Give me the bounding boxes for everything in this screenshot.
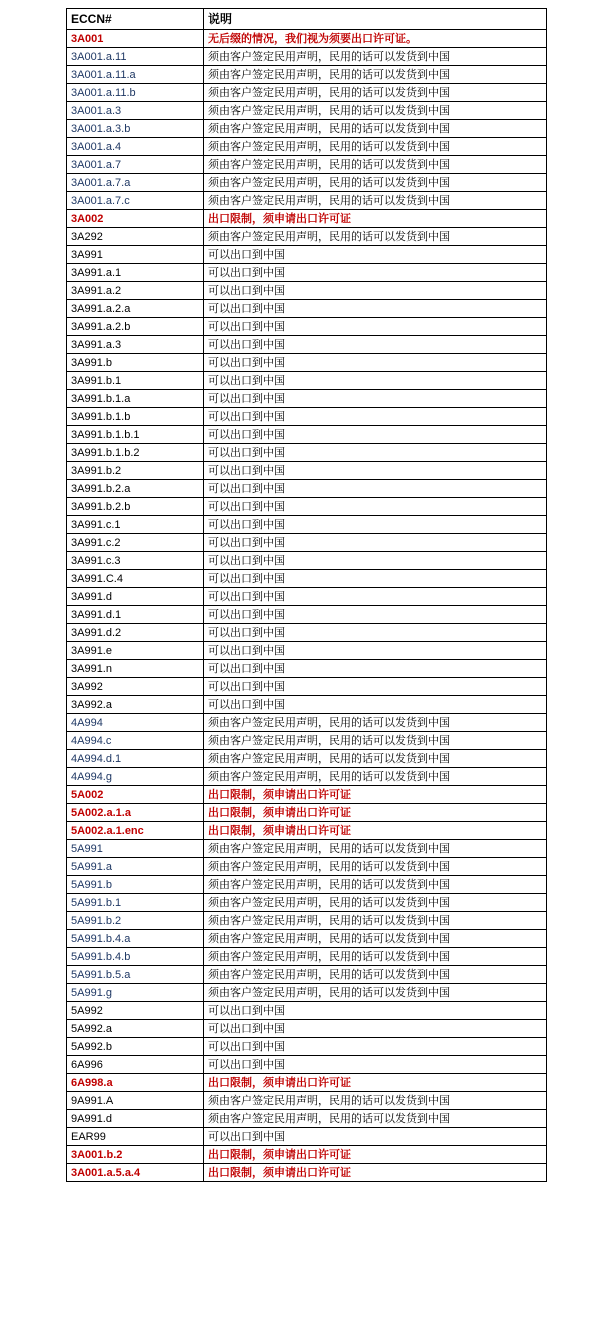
table-row <box>67 354 547 372</box>
eccn-description-cell: 须由客户签定民用声明，民用的话可以发货到中国 <box>204 948 547 966</box>
eccn-description-cell: 可以出口到中国 <box>204 1056 547 1074</box>
eccn-code-cell: 3A991.d.1 <box>67 606 204 624</box>
eccn-code-cell: 3A992.a <box>67 696 204 714</box>
table-row <box>67 48 547 66</box>
eccn-code-cell: 3A001.a.3.b <box>67 120 204 138</box>
table-row <box>67 804 547 822</box>
table-row <box>67 120 547 138</box>
eccn-code-cell: 3A991.b.1.b.2 <box>67 444 204 462</box>
eccn-description-cell: 可以出口到中国 <box>204 336 547 354</box>
table-row <box>67 714 547 732</box>
eccn-code-cell: 3A991.a.3 <box>67 336 204 354</box>
eccn-code-cell: 3A991 <box>67 246 204 264</box>
eccn-code-cell: 3A991.d.2 <box>67 624 204 642</box>
eccn-description-cell: 须由客户签定民用声明，民用的话可以发货到中国 <box>204 102 547 120</box>
eccn-description-cell: 可以出口到中国 <box>204 372 547 390</box>
eccn-description-cell: 可以出口到中国 <box>204 660 547 678</box>
eccn-code-cell: 3A991.b.1.b <box>67 408 204 426</box>
table-row <box>67 372 547 390</box>
eccn-description-cell: 须由客户签定民用声明，民用的话可以发货到中国 <box>204 894 547 912</box>
column-header-description: 说明 <box>204 9 547 30</box>
eccn-code-cell: 4A994.c <box>67 732 204 750</box>
eccn-description-cell: 可以出口到中国 <box>204 1020 547 1038</box>
eccn-code-cell: 3A991.c.2 <box>67 534 204 552</box>
eccn-code-cell: 9A991.A <box>67 1092 204 1110</box>
table-row <box>67 750 547 768</box>
table-row <box>67 390 547 408</box>
eccn-description-cell: 须由客户签定民用声明，民用的话可以发货到中国 <box>204 876 547 894</box>
eccn-code-cell: 3A991.e <box>67 642 204 660</box>
eccn-description-cell: 可以出口到中国 <box>204 1038 547 1056</box>
eccn-code-cell: 3A001.a.4 <box>67 138 204 156</box>
table-row <box>67 516 547 534</box>
eccn-code-cell: 5A991 <box>67 840 204 858</box>
eccn-code-cell: 3A001.a.7 <box>67 156 204 174</box>
table-row <box>67 840 547 858</box>
eccn-code-cell: 5A002 <box>67 786 204 804</box>
table-row <box>67 462 547 480</box>
eccn-code-cell: 5A991.b.4.a <box>67 930 204 948</box>
eccn-code-cell: 5A992.a <box>67 1020 204 1038</box>
eccn-code-cell: 3A991.d <box>67 588 204 606</box>
eccn-description-cell: 须由客户签定民用声明，民用的话可以发货到中国 <box>204 138 547 156</box>
eccn-description-cell: 须由客户签定民用声明，民用的话可以发货到中国 <box>204 120 547 138</box>
eccn-description-cell: 可以出口到中国 <box>204 246 547 264</box>
eccn-description-cell: 须由客户签定民用声明，民用的话可以发货到中国 <box>204 768 547 786</box>
eccn-code-cell: 3A001.a.11.b <box>67 84 204 102</box>
eccn-code-cell: 3A991.c.1 <box>67 516 204 534</box>
table-row <box>67 210 547 228</box>
table-row <box>67 30 547 48</box>
eccn-code-cell: 4A994.g <box>67 768 204 786</box>
eccn-table <box>66 8 547 1182</box>
eccn-code-cell: 3A991.c.3 <box>67 552 204 570</box>
table-row <box>67 156 547 174</box>
table-row <box>67 570 547 588</box>
eccn-description-cell: 可以出口到中国 <box>204 642 547 660</box>
eccn-description-cell: 须由客户签定民用声明，民用的话可以发货到中国 <box>204 84 547 102</box>
table-row <box>67 588 547 606</box>
eccn-description-cell: 须由客户签定民用声明，民用的话可以发货到中国 <box>204 48 547 66</box>
eccn-description-cell: 须由客户签定民用声明，民用的话可以发货到中国 <box>204 1092 547 1110</box>
eccn-code-cell: 3A991.b.2.a <box>67 480 204 498</box>
eccn-description-cell: 可以出口到中国 <box>204 624 547 642</box>
table-row <box>67 174 547 192</box>
eccn-description-cell: 可以出口到中国 <box>204 318 547 336</box>
table-row <box>67 66 547 84</box>
eccn-description-cell: 可以出口到中国 <box>204 462 547 480</box>
table-row <box>67 894 547 912</box>
table-row <box>67 318 547 336</box>
eccn-description-cell: 须由客户签定民用声明，民用的话可以发货到中国 <box>204 174 547 192</box>
eccn-description-cell: 可以出口到中国 <box>204 588 547 606</box>
eccn-description-cell: 须由客户签定民用声明，民用的话可以发货到中国 <box>204 66 547 84</box>
table-row <box>67 1002 547 1020</box>
table-row <box>67 84 547 102</box>
table-row <box>67 624 547 642</box>
table-row <box>67 858 547 876</box>
table-row <box>67 1110 547 1128</box>
eccn-code-cell: 5A992 <box>67 1002 204 1020</box>
eccn-description-cell: 出口限制，须申请出口许可证 <box>204 786 547 804</box>
table-row <box>67 426 547 444</box>
eccn-code-cell: 3A991.a.2 <box>67 282 204 300</box>
table-row <box>67 660 547 678</box>
table-row <box>67 1092 547 1110</box>
table-row <box>67 948 547 966</box>
table-row <box>67 822 547 840</box>
eccn-code-cell: 3A991.a.2.a <box>67 300 204 318</box>
table-row <box>67 678 547 696</box>
table-row <box>67 300 547 318</box>
eccn-code-cell: 5A002.a.1.enc <box>67 822 204 840</box>
eccn-code-cell: 5A992.b <box>67 1038 204 1056</box>
eccn-code-cell: 4A994 <box>67 714 204 732</box>
eccn-code-cell: 3A991.b.1 <box>67 372 204 390</box>
eccn-description-cell: 可以出口到中国 <box>204 300 547 318</box>
table-row <box>67 876 547 894</box>
table-row <box>67 642 547 660</box>
eccn-description-cell: 可以出口到中国 <box>204 498 547 516</box>
eccn-code-cell: 3A001.a.11.a <box>67 66 204 84</box>
eccn-description-cell: 可以出口到中国 <box>204 606 547 624</box>
table-row <box>67 246 547 264</box>
eccn-code-cell: 3A001.a.5.a.4 <box>67 1164 204 1182</box>
eccn-code-cell: 3A991.b.2 <box>67 462 204 480</box>
eccn-code-cell: 3A991.n <box>67 660 204 678</box>
table-row <box>67 786 547 804</box>
eccn-code-cell: 3A292 <box>67 228 204 246</box>
eccn-description-cell: 可以出口到中国 <box>204 264 547 282</box>
eccn-description-cell: 可以出口到中国 <box>204 480 547 498</box>
table-row <box>67 480 547 498</box>
eccn-description-cell: 无后缀的情况，我们视为须要出口许可证。 <box>204 30 547 48</box>
eccn-description-cell: 可以出口到中国 <box>204 696 547 714</box>
eccn-code-cell: 5A991.b.4.b <box>67 948 204 966</box>
table-row <box>67 768 547 786</box>
eccn-description-cell: 须由客户签定民用声明，民用的话可以发货到中国 <box>204 192 547 210</box>
table-row <box>67 102 547 120</box>
eccn-description-cell: 可以出口到中国 <box>204 408 547 426</box>
table-row <box>67 444 547 462</box>
eccn-code-cell: 5A002.a.1.a <box>67 804 204 822</box>
document-page <box>0 8 600 1337</box>
eccn-description-cell: 须由客户签定民用声明，民用的话可以发货到中国 <box>204 228 547 246</box>
eccn-code-cell: 3A991.a.2.b <box>67 318 204 336</box>
table-row <box>67 552 547 570</box>
table-row <box>67 534 547 552</box>
table-row <box>67 498 547 516</box>
table-row <box>67 228 547 246</box>
eccn-code-cell: EAR99 <box>67 1128 204 1146</box>
eccn-code-cell: 3A001.a.7.c <box>67 192 204 210</box>
eccn-description-cell: 须由客户签定民用声明，民用的话可以发货到中国 <box>204 840 547 858</box>
eccn-code-cell: 3A991.b <box>67 354 204 372</box>
table-header-row <box>67 9 547 30</box>
eccn-code-cell: 3A991.b.1.a <box>67 390 204 408</box>
eccn-description-cell: 可以出口到中国 <box>204 390 547 408</box>
eccn-description-cell: 须由客户签定民用声明，民用的话可以发货到中国 <box>204 714 547 732</box>
eccn-description-cell: 须由客户签定民用声明，民用的话可以发货到中国 <box>204 156 547 174</box>
table-row <box>67 606 547 624</box>
eccn-code-cell: 3A002 <box>67 210 204 228</box>
eccn-code-cell: 3A991.b.2.b <box>67 498 204 516</box>
eccn-description-cell: 可以出口到中国 <box>204 1002 547 1020</box>
eccn-description-cell: 可以出口到中国 <box>204 444 547 462</box>
eccn-code-cell: 3A991.b.1.b.1 <box>67 426 204 444</box>
eccn-description-cell: 须由客户签定民用声明，民用的话可以发货到中国 <box>204 984 547 1002</box>
table-row <box>67 282 547 300</box>
eccn-description-cell: 出口限制，须申请出口许可证 <box>204 1146 547 1164</box>
eccn-code-cell: 4A994.d.1 <box>67 750 204 768</box>
eccn-description-cell: 可以出口到中国 <box>204 552 547 570</box>
eccn-code-cell: 5A991.b.2 <box>67 912 204 930</box>
table-row <box>67 336 547 354</box>
eccn-description-cell: 可以出口到中国 <box>204 426 547 444</box>
eccn-description-cell: 出口限制，须申请出口许可证 <box>204 804 547 822</box>
eccn-code-cell: 5A991.b.5.a <box>67 966 204 984</box>
table-row <box>67 966 547 984</box>
eccn-code-cell: 3A001.b.2 <box>67 1146 204 1164</box>
eccn-description-cell: 可以出口到中国 <box>204 534 547 552</box>
table-row <box>67 264 547 282</box>
table-row <box>67 930 547 948</box>
eccn-description-cell: 可以出口到中国 <box>204 282 547 300</box>
table-row <box>67 1020 547 1038</box>
eccn-description-cell: 须由客户签定民用声明，民用的话可以发货到中国 <box>204 750 547 768</box>
eccn-description-cell: 可以出口到中国 <box>204 678 547 696</box>
eccn-description-cell: 出口限制，须申请出口许可证 <box>204 210 547 228</box>
eccn-code-cell: 6A998.a <box>67 1074 204 1092</box>
table-row <box>67 1164 547 1182</box>
table-row <box>67 1128 547 1146</box>
table-row <box>67 912 547 930</box>
eccn-description-cell: 可以出口到中国 <box>204 570 547 588</box>
eccn-code-cell: 3A991.a.1 <box>67 264 204 282</box>
eccn-description-cell: 须由客户签定民用声明，民用的话可以发货到中国 <box>204 1110 547 1128</box>
column-header-eccn: ECCN# <box>67 9 204 30</box>
eccn-code-cell: 3A001 <box>67 30 204 48</box>
table-row <box>67 732 547 750</box>
table-row <box>67 1038 547 1056</box>
eccn-description-cell: 须由客户签定民用声明，民用的话可以发货到中国 <box>204 930 547 948</box>
eccn-description-cell: 可以出口到中国 <box>204 516 547 534</box>
eccn-description-cell: 可以出口到中国 <box>204 1128 547 1146</box>
table-row <box>67 984 547 1002</box>
eccn-description-cell: 须由客户签定民用声明，民用的话可以发货到中国 <box>204 858 547 876</box>
eccn-code-cell: 3A001.a.7.a <box>67 174 204 192</box>
eccn-code-cell: 5A991.b <box>67 876 204 894</box>
eccn-code-cell: 5A991.a <box>67 858 204 876</box>
table-row <box>67 138 547 156</box>
table-row <box>67 1074 547 1092</box>
eccn-description-cell: 可以出口到中国 <box>204 354 547 372</box>
eccn-code-cell: 3A001.a.3 <box>67 102 204 120</box>
eccn-description-cell: 出口限制，须申请出口许可证 <box>204 822 547 840</box>
eccn-description-cell: 须由客户签定民用声明，民用的话可以发货到中国 <box>204 732 547 750</box>
eccn-description-cell: 须由客户签定民用声明，民用的话可以发货到中国 <box>204 966 547 984</box>
eccn-code-cell: 6A996 <box>67 1056 204 1074</box>
eccn-code-cell: 3A992 <box>67 678 204 696</box>
table-row <box>67 1056 547 1074</box>
table-body <box>67 30 547 1182</box>
eccn-code-cell: 3A991.C.4 <box>67 570 204 588</box>
table-row <box>67 192 547 210</box>
eccn-code-cell: 9A991.d <box>67 1110 204 1128</box>
eccn-description-cell: 须由客户签定民用声明，民用的话可以发货到中国 <box>204 912 547 930</box>
table-row <box>67 408 547 426</box>
eccn-description-cell: 出口限制，须申请出口许可证 <box>204 1074 547 1092</box>
eccn-code-cell: 3A001.a.11 <box>67 48 204 66</box>
table-row <box>67 1146 547 1164</box>
eccn-description-cell: 出口限制，须申请出口许可证 <box>204 1164 547 1182</box>
eccn-code-cell: 5A991.b.1 <box>67 894 204 912</box>
table-row <box>67 696 547 714</box>
eccn-code-cell: 5A991.g <box>67 984 204 1002</box>
